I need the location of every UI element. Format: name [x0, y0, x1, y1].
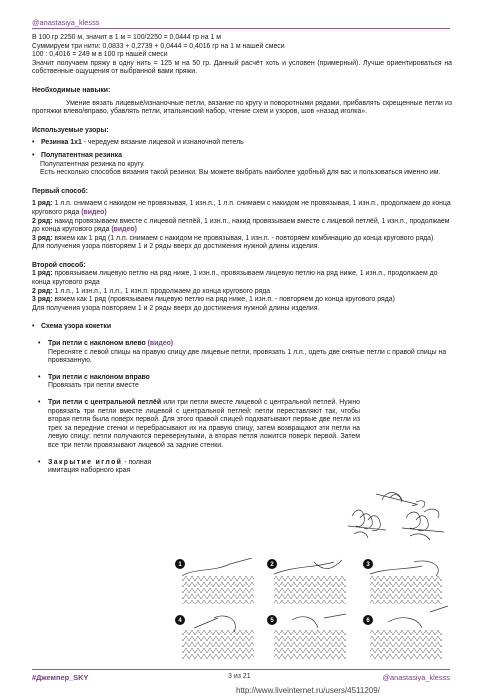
method1-heading: Первый способ:: [32, 187, 88, 195]
hidden-needle-title: Закрытие иглой: [48, 458, 123, 466]
bind-off-steps-illustration: [174, 558, 454, 668]
pattern-item-rib: [32, 139, 452, 148]
svg-text:2: 2: [270, 562, 274, 569]
intro-paragraph: Значит получаем пряжу в одну нить = 125 м на 50 гр. Данный расчёт хоть и условен (примерный). Лучше ориентироваться на собственные ощущения от выбранной вами пряжи.: [32, 59, 452, 76]
method1-row2: [32, 218, 452, 235]
intro-line-3: 100 : 0,4016 = 249 м в 100 гр нашей смеси: [32, 51, 168, 59]
svg-text:4: 4: [178, 618, 182, 625]
hidden-needle-rest1: - полная: [122, 458, 152, 466]
step-number-6: [363, 615, 373, 625]
method1-row2-text: накид провязываем вместе с лицевой петлёй, 1 изн.п., накид провязываем вместе с лицевой петлёй, 1 изн.п., продолжаем до конца кругового ряда: [32, 217, 450, 234]
yoke-right-text: Провязать три петли вместе: [48, 382, 139, 390]
step-panel-4: [182, 616, 254, 660]
method1-repeat: Для получения узора повторяем 1 и 2 ряды вверх до достижения нужной длины изделия.: [32, 243, 320, 251]
step-panel-3: [370, 561, 442, 604]
yoke-left-text: Пересняте с левой спицы на правую спицу две лицевые петли, провязать 1 л.п., одеть две снятые петли с правой спицы на провязанную.: [48, 348, 447, 365]
yoke-heading: • Схема узора кокетки: [32, 323, 452, 332]
yoke-center-title: Три петли с центральной петлёй: [48, 399, 162, 406]
method1-row2-video-link[interactable]: (видео): [111, 226, 137, 234]
method2-heading: Второй способ:: [32, 261, 86, 269]
method2-row1-text: провязываем лицевую петлю на ряд ниже, 1 изн.п., провязываем лицевую петлю на ряд ниже, 1 изн.п., продолжаем до конца кругового ряда: [32, 270, 438, 287]
page-content: [32, 34, 452, 476]
yoke-left-title: Три петли с наклоном влево: [48, 340, 146, 348]
step-panel-6: [370, 606, 448, 660]
hidden-needle-rest2: имитация наборного края: [48, 467, 131, 475]
step-panel-5: [274, 614, 346, 660]
svg-text:3: 3: [366, 562, 370, 569]
header-handle[interactable]: @anastasiya_klesss: [32, 18, 100, 27]
step-number-1: [175, 559, 185, 569]
method2-row3-label: 3 ряд:: [32, 296, 53, 304]
header-rule: [32, 28, 450, 29]
step-number-4: [175, 615, 185, 625]
method1-row1-text: 1 л.п. снимаем с накидом не провязывая, 1 изн.п., 1 л.п. снимаем с накидом не провязывая, 1 изн.п., продолжаем до конца кругового ряда: [32, 200, 451, 216]
footer-rule: [32, 669, 450, 670]
central-stitch-needle-top: [376, 493, 425, 509]
footer-hashtag[interactable]: #Джемпер_SKY: [32, 673, 89, 682]
yoke-right-title: Три петли с наклоном вправо: [48, 373, 150, 381]
yoke-center-item: [32, 399, 360, 451]
pattern-item-rib-text: - чередуем вязание лицевой и изнаночной петель: [81, 139, 244, 147]
method1-row3: [32, 235, 452, 244]
method2-row2-label: 2 ряд:: [32, 287, 53, 295]
patterns-heading: Используемые узоры:: [32, 126, 109, 134]
page-number: 3 из 21: [228, 673, 251, 680]
method1-row1-video-link[interactable]: (видео): [81, 208, 107, 216]
method1-row1-label: 1 ряд:: [32, 200, 53, 208]
pattern-item-half-fisherman: [32, 152, 452, 161]
central-stitch-loops-right: [402, 509, 444, 540]
method2-repeat: Для получения узора повторяем 1 и 2 ряды вверх до достижения нужной длины изделия.: [32, 304, 320, 312]
svg-text:5: 5: [270, 618, 274, 625]
method2-row1: [32, 270, 452, 287]
pattern-item-half-fisherman-title: Полупатентная резинка: [41, 151, 122, 159]
svg-text:1: 1: [178, 562, 182, 569]
method1-row3-label: 3 ряд:: [32, 234, 53, 242]
method2-row2: [32, 288, 452, 297]
yoke-right-item: [32, 374, 452, 383]
intro-line-1: В 100 гр 2250 м, значит в 1 м = 100/2250 = 0,0444 гр на 1 м: [32, 34, 221, 41]
method1-row1: [32, 200, 452, 217]
method2-row3-text: вяжем как 1 ряд (провязываем лицевую петлю на ряд ниже, 1 изн.п. - повторяем до конца кругового ряда): [52, 296, 395, 304]
central-stitch-diagram: [346, 486, 452, 546]
svg-text:6: 6: [366, 618, 370, 625]
method2-row1-label: 1 ряд:: [32, 270, 53, 278]
method2-row3: [32, 296, 452, 305]
yoke-left-video-link[interactable]: (видео): [147, 340, 174, 348]
step-number-2: [267, 559, 277, 569]
footer-handle[interactable]: @anastasiya_klesss: [382, 673, 450, 682]
intro-line-2: Суммируем три нити: 0,0833 + 0,2739 + 0,0444 = 0,4016 гр на 1 м нашей смеси: [32, 42, 285, 50]
watermark-url: http://www.liveinternet.ru/users/4511209/: [236, 686, 380, 695]
method1-row2-label: 2 ряд:: [32, 217, 53, 225]
step-number-5: [267, 615, 277, 625]
hidden-needle-item: [32, 459, 452, 468]
yoke-center-text: или три петли вместе лицевой с центральной петлей. Нужно провязать три петли вместе лицевой с центральной петлей: петли переставляют так, чтобы вторая петля была поверх первой. Для этого правой спицей подхватывают первые две петли из трех за передние стенки и перебрасывают их на правую спицу, затем возвращают эти петли на левую спицу: петли получаются перевернутыми, а вторая петля ложится поверх первой. Затем все три петли провязывают лицевой за задние стенки.: [48, 399, 360, 449]
central-stitch-loops-left: [348, 510, 386, 538]
step-panel-2: [274, 560, 346, 604]
yoke-left-item: [32, 340, 452, 349]
step-number-3: [363, 559, 373, 569]
method2-row2-text: 1 л.п., 1 изн.п., 1 л.п., 1 изн.п. продолжаем до конца кругового ряда: [52, 287, 271, 295]
pattern-item-half-fisherman-line1: Полупатентная резинка по кругу.: [40, 160, 145, 168]
method1-row3-text: вяжем как 1 ряд (1 л.п. снимаем с накидом не провязывая, 1 изн.п. - повторяем комбинацию до конца кругового ряда): [52, 234, 434, 242]
pattern-item-rib-title: Резинка 1х1: [41, 139, 82, 147]
skills-text: Умение вязать лицевые/изнаночные петли, вязание по кругу и поворотными рядами, прибавлять скрещенные петли из протяжки влево/вправо, убавлять петли, итальянский набор, чтение схем и узоров, шов «назад иголка».: [32, 99, 452, 116]
pattern-item-half-fisherman-line2: Есть несколько способов вязания такой резинки. Вы можете выбрать наиболее удобный для вас и пользоваться именно им.: [40, 169, 441, 177]
step-panel-1: [182, 558, 254, 604]
skills-heading: Необходимые навыки:: [32, 86, 111, 94]
